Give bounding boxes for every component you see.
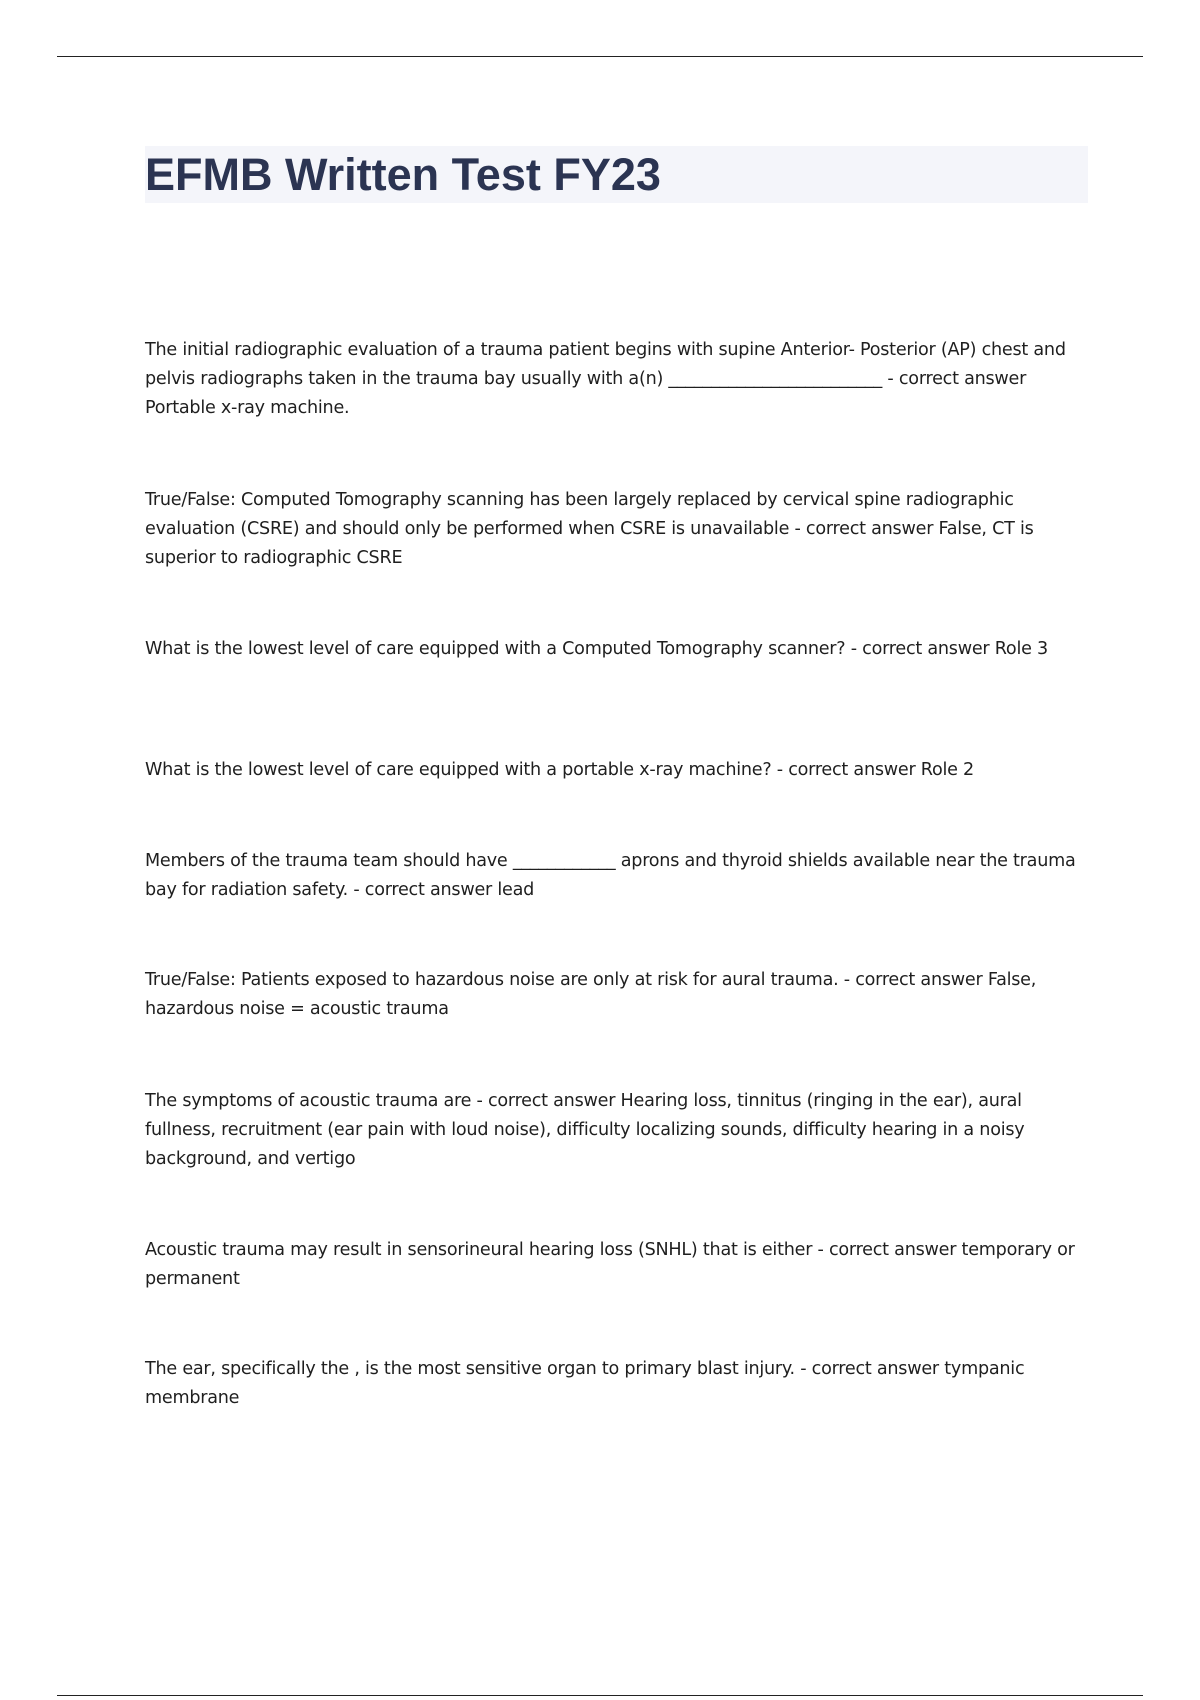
question-item-4: What is the lowest level of care equipped with a portable x-ray machine? - correct answer Role 2 [145, 760, 975, 780]
top-divider [57, 56, 1143, 57]
question-item-8: Acoustic trauma may result in sensorineural hearing loss (SNHL) that is either - correct answer temporary or permanent [145, 1240, 1075, 1289]
question-item-6: True/False: Patients exposed to hazardous noise are only at risk for aural trauma. - correct answer False, hazardous noise = acoustic trauma [145, 970, 1037, 1019]
question-item-1: The initial radiographic evaluation of a trauma patient begins with supine Anterior- Posterior (AP) chest and pelvis radiographs taken in the trauma bay usually with a(n) _________________________ - correct answer Portable x-ray machine. [145, 340, 1066, 418]
question-item-2: True/False: Computed Tomography scanning has been largely replaced by cervical spine radiographic evaluation (CSRE) and should only be performed when CSRE is unavailable - correct answer False, CT is superior to radiographic CSRE [145, 490, 1034, 568]
question-item-5: Members of the trauma team should have ____________ aprons and thyroid shields available near the trauma bay for radiation safety. - correct answer lead [145, 851, 1076, 900]
question-item-7: The symptoms of acoustic trauma are - correct answer Hearing loss, tinnitus (ringing in the ear), aural fullness, recruitment (ear pain with loud noise), difficulty localizing sounds, difficulty hearing in a noisy background, and vertigo [145, 1091, 1025, 1169]
question-item-9: The ear, specifically the , is the most sensitive organ to primary blast injury. - correct answer tympanic membrane [145, 1359, 1025, 1408]
bottom-divider [57, 1695, 1143, 1696]
page-title: EFMB Written Test FY23 [145, 149, 661, 200]
question-item-3: What is the lowest level of care equipped with a Computed Tomography scanner? - correct answer Role 3 [145, 639, 1048, 659]
